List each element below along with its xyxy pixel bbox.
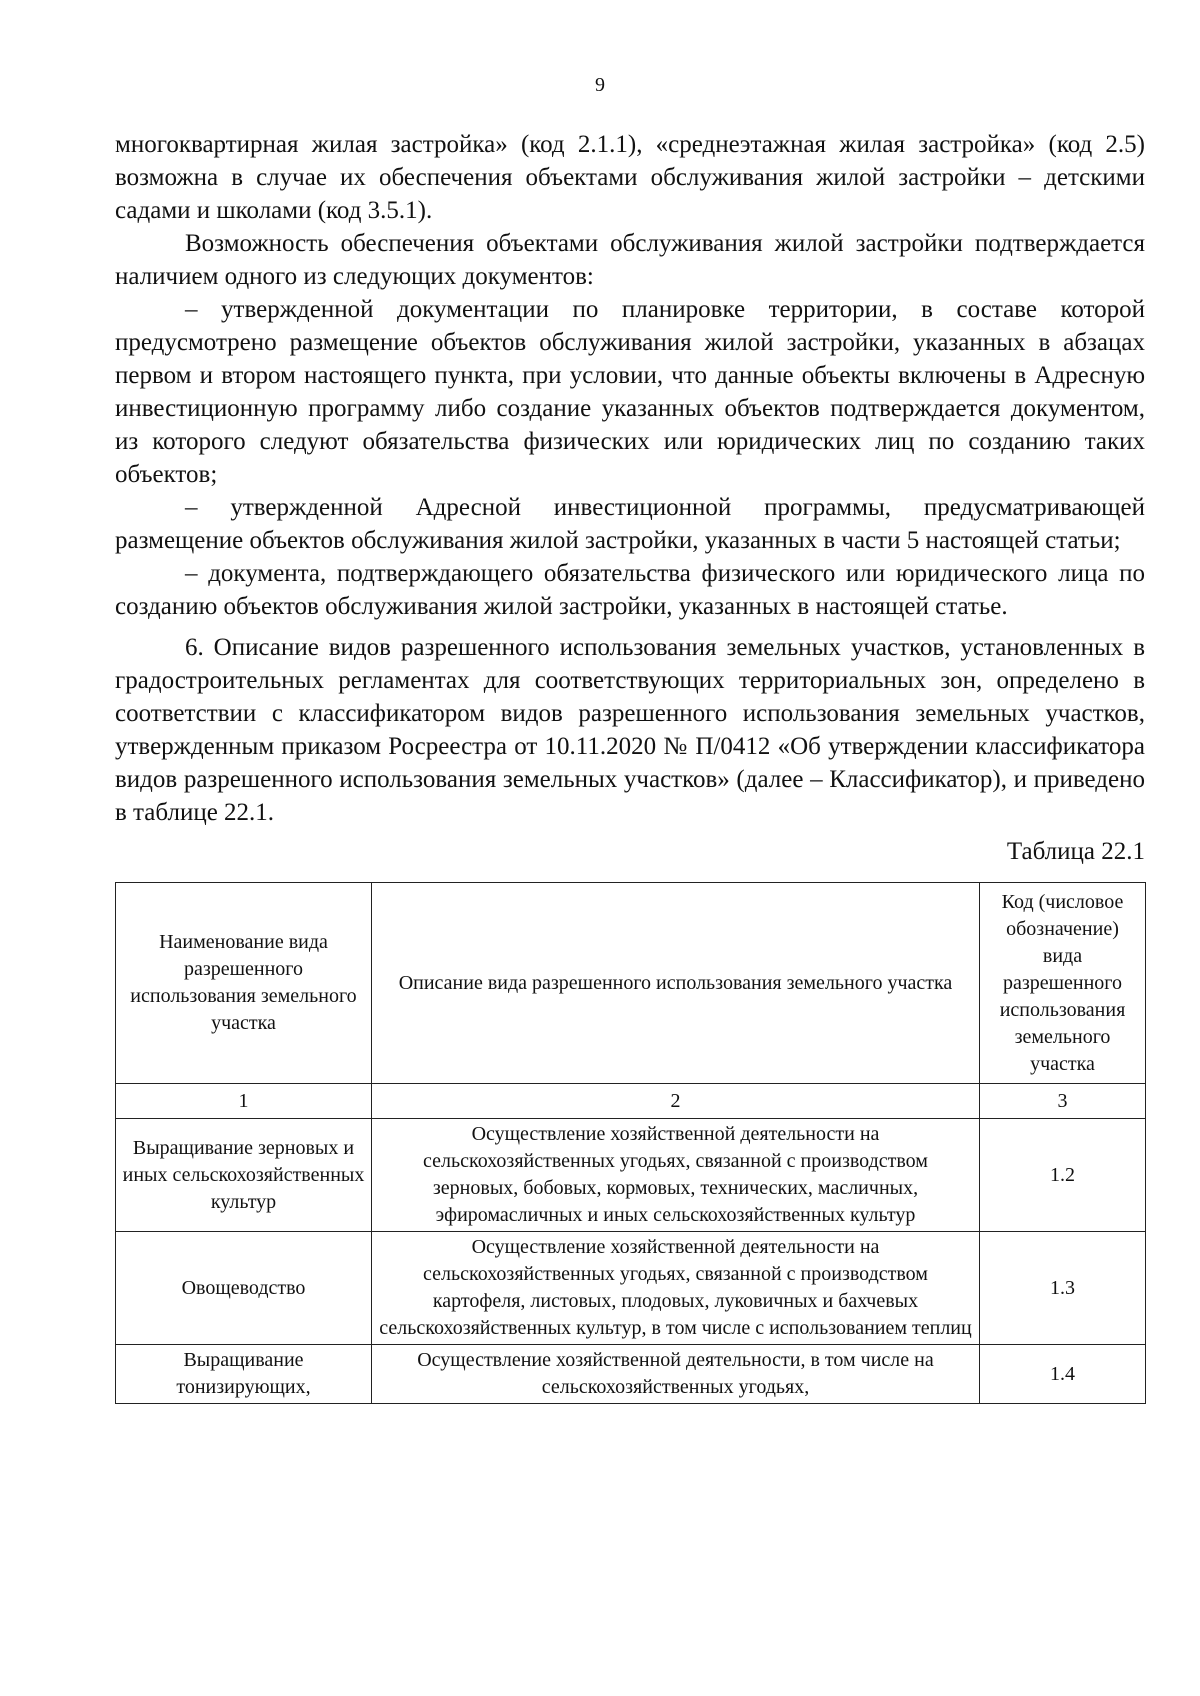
list-item: – утвержденной Адресной инвестиционной программы, предусматривающей размещение объектов обслуживания жилой застройки, указанных в части 5 настоящей статьи; bbox=[115, 494, 1145, 554]
page-number: 9 bbox=[595, 74, 605, 96]
table-row bbox=[116, 1345, 1146, 1404]
use-name-cell: Овощеводство bbox=[116, 1232, 372, 1345]
use-code-cell: 1.3 bbox=[980, 1232, 1146, 1345]
list-item: – утвержденной документации по планировке территории, в составе которой предусмотрено размещение объектов обслуживания жилой застройки, указанных в абзацах первом и втором настоящего пункта, при условии, что данные объекты включены в Адресную инвестиционную программу либо создание указанных объектов подтверждается документом, из которого следуют обязательства физических или юридических лиц по созданию таких объектов; bbox=[115, 296, 1145, 488]
table-row bbox=[116, 1119, 1146, 1232]
list-item: – документа, подтверждающего обязательства физического или юридического лица по созданию объектов обслуживания жилой застройки, указанных в настоящей статье. bbox=[115, 560, 1145, 620]
classification-table bbox=[115, 882, 1146, 1404]
table-caption: Таблица 22.1 bbox=[1006, 838, 1145, 865]
header-cell-code: Код (числовое обозначение) вида разрешенного использования земельного участка bbox=[980, 883, 1146, 1084]
paragraph: Возможность обеспечения объектами обслуживания жилой застройки подтверждается наличием одного из следующих документов: bbox=[115, 230, 1145, 290]
table-row bbox=[116, 1232, 1146, 1345]
use-code-cell: 1.4 bbox=[980, 1345, 1146, 1404]
column-number: 2 bbox=[372, 1084, 980, 1119]
header-cell-name: Наименование вида разрешенного использования земельного участка bbox=[116, 883, 372, 1084]
column-number: 3 bbox=[980, 1084, 1146, 1119]
use-code-cell: 1.2 bbox=[980, 1119, 1146, 1232]
use-description-cell: Осуществление хозяйственной деятельности на сельскохозяйственных угодьях, связанной с производством зерновых, бобовых, кормовых, технических, масличных, эфиромасличных и иных сельскохозяйственных культур bbox=[372, 1119, 980, 1232]
use-name-cell: Выращивание зерновых и иных сельскохозяйственных культур bbox=[116, 1119, 372, 1232]
paragraph: 6. Описание видов разрешенного использования земельных участков, установленных в градостроительных регламентах для соответствующих территориальных зон, определено в соответствии с классификатором видов разрешенного использования земельных участков, утвержденным приказом Росреестра от 10.11.2020 № П/0412 «Об утверждении классификатора видов разрешенного использования земельных участков» (далее – Классификатор), и приведено в таблице 22.1. bbox=[115, 634, 1145, 826]
use-description-cell: Осуществление хозяйственной деятельности, в том числе на сельскохозяйственных угодьях, bbox=[372, 1345, 980, 1404]
table-header-row bbox=[116, 883, 1146, 1084]
column-number-row bbox=[116, 1084, 1146, 1119]
paragraph: многоквартирная жилая застройка» (код 2.1.1), «среднеэтажная жилая застройка» (код 2.5) возможна в случае их обеспечения объектами обслуживания жилой застройки – детскими садами и школами (код 3.5.1). bbox=[115, 131, 1145, 224]
use-description-cell: Осуществление хозяйственной деятельности на сельскохозяйственных угодьях, связанной с производством картофеля, листовых, плодовых, луковичных и бахчевых сельскохозяйственных культур, в том числе с использованием теплиц bbox=[372, 1232, 980, 1345]
header-cell-description: Описание вида разрешенного использования земельного участка bbox=[372, 883, 980, 1084]
column-number: 1 bbox=[116, 1084, 372, 1119]
document-body bbox=[115, 128, 1145, 1404]
use-name-cell: Выращивание тонизирующих, bbox=[116, 1345, 372, 1404]
